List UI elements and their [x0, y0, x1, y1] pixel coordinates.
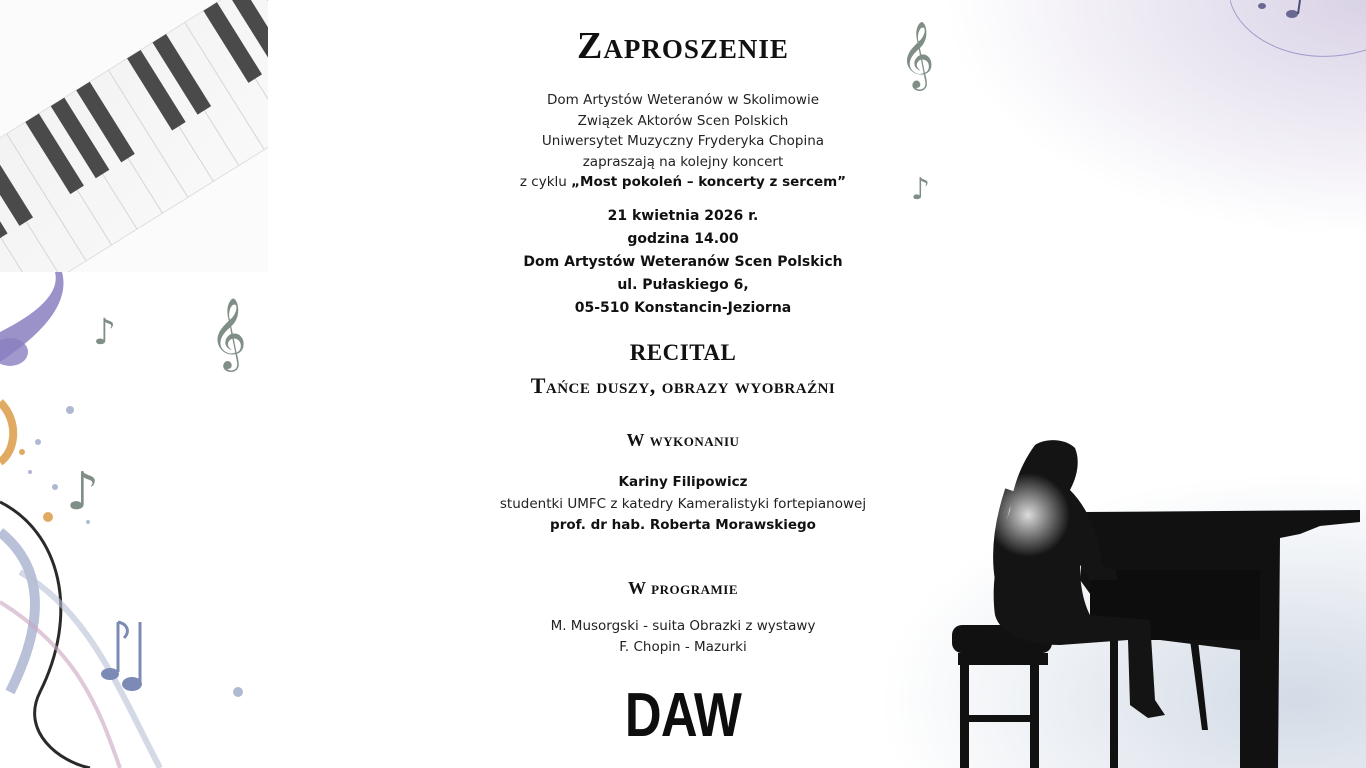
performers-heading: W wykonaniu	[626, 430, 740, 450]
daw-logo: DAW	[624, 681, 742, 750]
teacher-name: prof. dr hab. Roberta Morawskiego	[550, 517, 816, 533]
treble-clef-icon: 𝄞	[210, 296, 247, 369]
organizer-line: Dom Artystów Weteranów w Skolimowie	[546, 92, 820, 108]
page-title: Zaproszenie	[577, 25, 789, 67]
program-item: F. Chopin - Mazurki	[619, 639, 747, 655]
music-note-icon: ♪	[911, 172, 931, 207]
program-item: M. Musorgski - suita Obrazki z wystawy	[550, 618, 816, 634]
organizer-line: Uniwersytet Muzyczny Fryderyka Chopina	[541, 133, 825, 150]
treble-clef-icon: 𝄞	[900, 20, 935, 88]
performer-name: Kariny Filipowicz	[618, 474, 748, 490]
event-city: 05-510 Konstancin-Jeziorna	[574, 300, 792, 316]
program-block	[0, 616, 1366, 658]
recital-label: RECITAL	[629, 340, 737, 365]
program-heading: W programie	[627, 578, 738, 598]
performers-block	[0, 472, 1366, 537]
music-note-icon: ♪	[66, 462, 100, 522]
intro-block	[0, 90, 1366, 193]
event-venue: Dom Artystów Weteranów Scen Polskich	[523, 254, 843, 270]
event-street: ul. Pułaskiego 6,	[617, 277, 749, 293]
series-line	[0, 172, 1366, 193]
event-details	[0, 205, 1366, 320]
series-name: „Most pokoleń – koncerty z sercem”	[571, 174, 847, 191]
music-note-icon: ♪	[93, 312, 116, 353]
series-prefix: z cyklu	[519, 174, 567, 191]
invitation-line: zapraszają na kolejny koncert	[582, 153, 784, 170]
performer-description: studentki UMFC z katedry Kameralistyki fortepianowej	[499, 495, 867, 512]
event-time: godzina 14.00	[627, 231, 739, 247]
event-date: 21 kwietnia 2026 r.	[607, 208, 759, 224]
organizer-line: Związek Aktorów Scen Polskich	[577, 112, 789, 129]
recital-subtitle: Tańce duszy, obrazy wyobraźni	[530, 373, 836, 398]
